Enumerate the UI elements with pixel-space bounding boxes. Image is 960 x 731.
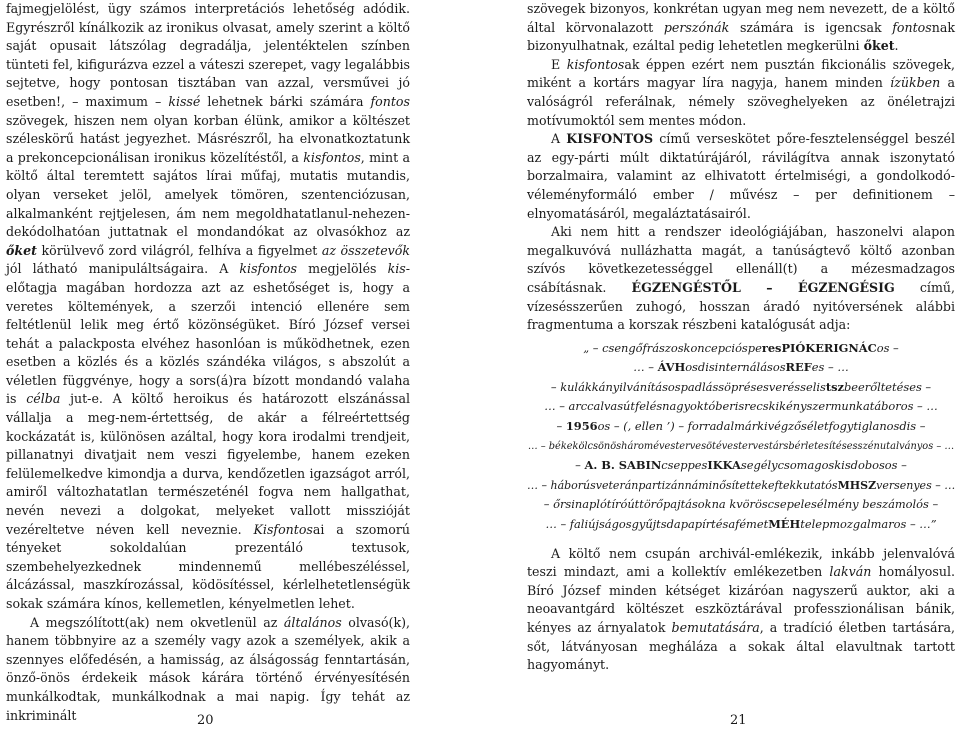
paragraph: fajmegjelölést, ügy számos interpretációs lehetőség adódik. Egyrészről kínálkozik az ironikus olvasat, amely szerint a költő saját opusait látszólag degradálja, jelentéktelen színben tünteti fel, kifigurázva ezzel a váteszi szerepet, vagy legalábbis sejtetve, hogy pontosan tisztában van azzal, versművei jó esetben!, – maximum – kissé lehetnek bárki számára fontos szövegek, hiszen nem olyan korban élünk, amikor a költészet széleskörű hatást jegyezhet. Másrészről, ha elvonatkoztatunk a prekoncepcionálisan ironikus közelítéstől, a kisfontos, mint a költő által teremtett sajátos lírai műfaj, mutatis mutandis, olyan verseket jelöl, amelyek tömören, szentenciózusan, alkalmanként rejtjelesen, ám nem megoldhatatlanul-nehezen-dekódolhatóan juttatnak el mondandókat az olvasókhoz az őket körülvevő zord világról, felhíva a figyelmet az összetevők jól látható manipuláltságaira. A kisfontos megjelölés kis- előtagja magában hordozza azt az eshetőséget is, hogy a veretes költemények, a szerzői intenció ellenére sem feltétlenül lelik meg értő közönségüket. Bíró József versei tehát a palackposta elvéhez hasonlóan is működhetnek, ezen esetben a közlés és a közlés szándéka világos, s abszolút a véletlen függvénye, hogy a sors(á)ra bízott mondandó valaha is célba jut-e. A költő heroikus és határozott elszánással vállalja a meg-nem-értettség, de akár a félreértettség kockázatát is, különösen azáltal, hogy kora irodalmi trendjeit, pillanatnyi divatjait nem veszi figyelembe, hanem ezeken felülemelkedve kimondja a durva, kendőzetlen igazságot arról, amiről változhatatlan természeténél fogva nem hallgathat, nevén nevezi a dolgokat, melyeket vallott misszióját vezéreltetve néven kell neveznie. Kisfontosai a szomorú tényeket sokoldalúan prezentáló textusok, szembehelyezkednek mindennemű mellébeszéléssel, álcázással, maszkírozással, ködösítéssel, kérlelhetetlenségük sokak számára kínos, kellemetlen, kényelmetlen lehet. — [6, 1, 411, 611]
paragraph: A KISFONTOS című verseskötet pőre-fesztelenséggel beszél az egy-párti múlt diktatúrájáról, rávilágítva annak iszonytató borzalmaira, valamint az elhivatott értelmiségi, a gondolkodó-véleményformáló ember / művész – per definitionem – elnyomatásáról, megaláztatásairól. — [527, 131, 955, 221]
poem-line: … – faliújságosgyűjtsdapapírtésafémetMÉHtelepmozgalmaros – …” — [545, 517, 937, 532]
paragraph: szövegek bizonyos, konkrétan ugyan meg nem nevezett, de a költő által körvonalazott perszónák számára is igencsak fontosnak bizonyulhatnak, ezáltal pedig lehetetlen megkerülni őket. — [527, 1, 955, 54]
poem-line: „ – csengőfrászoskoncepciósperesPIÓKERIGNÁCos – — [583, 340, 899, 355]
right-page-text — [527, 0, 955, 690]
poem-line: – A. B. SABINcseppesIKKAsegélycsomagoskisdobosos – — [575, 458, 907, 473]
poem-line: … – arccalvasútfelésnagyoktóberisrecskikényszermunkatáboros – … — [544, 399, 938, 414]
poem-line: – kulákkányilvánításospadlássöprésesverésselistszbeerőltetéses – — [550, 379, 932, 394]
poem-line: – őrsinaplótíróúttörőpajtásokna kvöröscsepelesélmény beszámolós – — [543, 497, 939, 512]
poem-fragment — [527, 339, 955, 535]
poem-line: … – békekölcsönösháromévestervesötévestervestársbérletesítésesszénutalványos – … — [527, 440, 955, 452]
page-number-left: 20 — [197, 713, 214, 728]
right-page — [527, 0, 955, 731]
left-page — [6, 0, 410, 731]
paragraph: A megszólított(ak) nem okvetlenül az általános olvasó(k), hanem többnyire az a személy vagy azok a személyek, akik a szennyes előfedésén, a hamisság, az álságosság fenntartásán, önző-önös érdekeik mások kárára történő érvényesítésén munkálkodtak, munkálkodnak a mai napig. Így tehát az inkriminált — [6, 614, 410, 723]
paragraph: Aki nem hitt a rendszer ideológiájában, haszonelvi alapon megalkuvóvá nullázhatta magát, a tanúságtevő költő azonban szívós következetességgel ellenáll(t) a mézesmadzagos csábításnak. ÉGZENGÉSTŐL – ÉGZENGÉSIG című, vízesésszerűen zuhogó, hosszan áradó nyitóversének alábbi fragmentuma a korszak részbeni katalógusát adja: — [527, 224, 956, 333]
poem-line: – 1956os – (, ellen ’) – forradalmárkivégzőséletfogytiglanosdis – — [556, 419, 926, 434]
poem-line: … – háborúsveteránpartizánnáminősítettekeftekkutatósMHSZversenyes – … — [527, 478, 956, 492]
poem-line: … – ÁVHosdisinternálásosREFes – … — [633, 360, 849, 375]
page-number-right: 21 — [730, 713, 747, 728]
paragraph: A költő nem csupán archivál-emlékezik, inkább jelenvalóvá teszi mindazt, ami a kollektív emlékezetben lakván homályosul. Bíró József minden kétséget kizáróan nagyszerű auktor, aki a neoavantgárd költészet eszköztárával professzionálisan bánik, kényes az árnyalatok bemutatására, a tradíció életben tartására, sőt, látványosan megháláza a sokak által elavultnak tartott hagyományt. — [527, 545, 955, 673]
paragraph: E kisfontosak éppen ezért nem pusztán fikcionális szövegek, miként a kortárs magyar líra nagyja, hanem minden ízükben a valóságról referálnak, némely szöveghelyeken az önéletrajzi motívumoktól sem mentes módon. — [527, 56, 956, 128]
